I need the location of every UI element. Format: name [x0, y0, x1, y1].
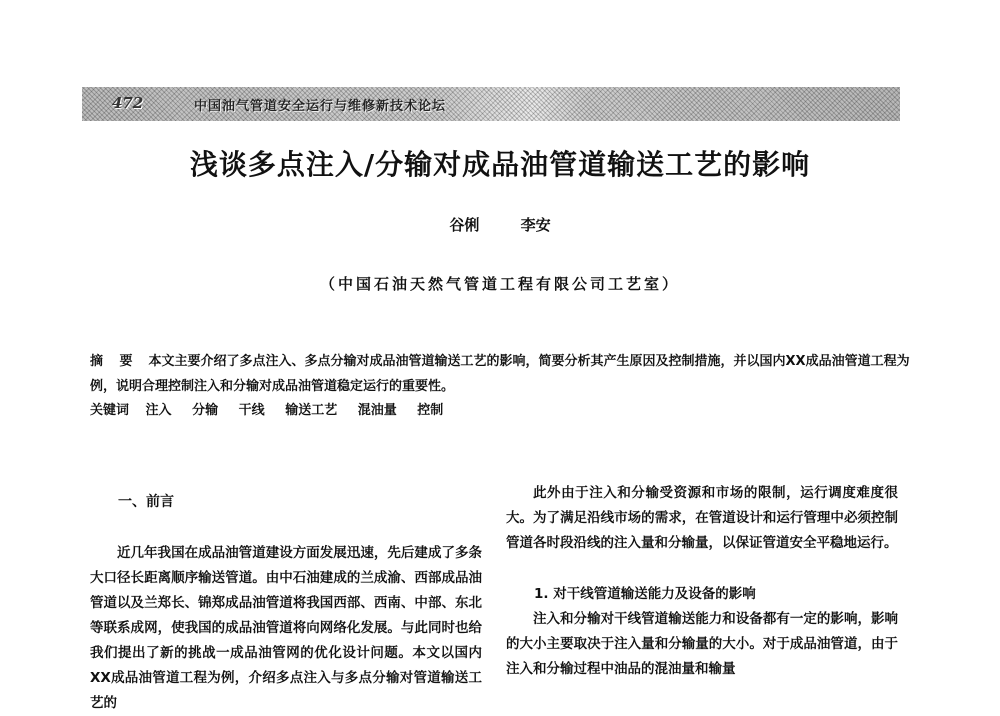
abstract-text: 本文主要介绍了多点注入、多点分输对成品油管道输送工艺的影响，简要分析其产生原因及控制措施，并以国内XX成品油管道工程为例，说明合理控制注入和分输对成品油管道稳定运行的重要性。 [90, 354, 910, 394]
abstract [90, 349, 910, 399]
subsection-heading: 1. 对干线管道输送能力及设备的影响 [534, 586, 756, 602]
body-paragraph: 此外由于注入和分输受资源和市场的限制，运行调度难度很大。为了满足沿线市场的需求，在管道设计和运行管理中必须控制管道各时段沿线的注入量和分输量，以保证管道安全平稳地运行。 [506, 485, 898, 551]
body-paragraph: 注入和分输对干线管道输送能力和设备都有一定的影响，影响的大小主要取决于注入量和分输量的大小。对于成品油管道，由于注入和分输过程中油品的混油量和输量 [506, 611, 898, 677]
keyword: 混油量 [357, 403, 397, 418]
keyword: 输送工艺 [285, 403, 338, 418]
abstract-label: 摘 要 [90, 354, 139, 369]
affiliation: （中国石油天然气管道工程有限公司工艺室） [319, 275, 680, 293]
paper-title: 浅谈多点注入/分输对成品油管道输送工艺的影响 [189, 148, 811, 181]
author-list [0, 214, 1000, 235]
keyword: 分输 [192, 403, 219, 418]
keyword: 注入 [145, 403, 172, 418]
author-name: 李安 [520, 216, 551, 234]
journal-name: 中国油气管道安全运行与维修新技术论坛 [194, 99, 447, 114]
body-paragraph: 近几年我国在成品油管道建设方面发展迅速，先后建成了多条大口径长距离顺序输送管道。由中石油建成的兰成渝、西部成品油管道以及兰郑长、锦郑成品油管道将我国西部、西南、中部、东北等联系成网，使我国的成品油管道将向网络化发展。与此同时也给我们提出了新的挑战一成品油管网的优化设计问题。本文以国内XX成品油管道工程为例，介绍多点注入与多点分输对管道输送工艺的 [90, 545, 482, 711]
keyword: 控制 [417, 403, 444, 418]
page-number: 472 [112, 94, 144, 112]
author-name: 谷俐 [449, 216, 480, 234]
keywords [90, 400, 910, 422]
left-column [90, 490, 482, 716]
keyword: 干线 [238, 403, 265, 418]
keywords-label: 关键词 [90, 403, 130, 418]
section-heading: 一、前言 [118, 494, 174, 510]
running-header [82, 87, 900, 121]
right-column [506, 481, 898, 682]
